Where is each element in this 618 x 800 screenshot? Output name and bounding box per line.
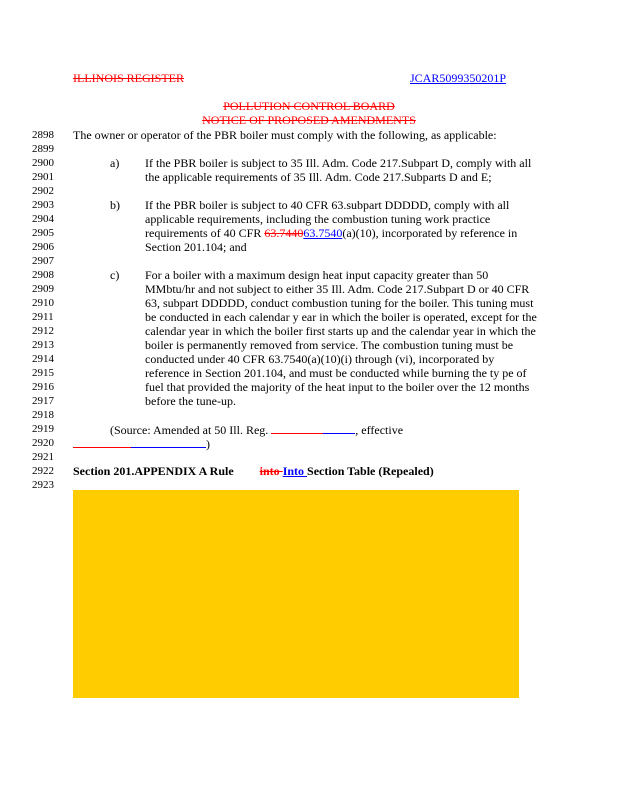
line-number: 2910 bbox=[32, 297, 54, 309]
item-c-line: before the tune-up. bbox=[145, 394, 236, 408]
deleted-word: into bbox=[259, 464, 283, 478]
line-number: 2908 bbox=[32, 269, 54, 281]
effective-date-line bbox=[73, 436, 210, 451]
item-c-line: boiler is permanently removed from service. The combustion tuning must be bbox=[145, 338, 514, 352]
line-number: 2913 bbox=[32, 339, 54, 351]
item-c-line: be conducted in each calendar y ear in which the boiler is operated, except for the bbox=[145, 310, 537, 324]
line-number: 2898 bbox=[32, 129, 54, 141]
line-number: 2905 bbox=[32, 227, 54, 239]
item-a-line: If the PBR boiler is subject to 35 Ill. Adm. Code 217.Subpart D, comply with all bbox=[145, 156, 532, 170]
section-title-rest: Section Table (Repealed) bbox=[307, 464, 434, 478]
item-b-text: (a)(10), incorporated by reference in bbox=[342, 226, 518, 240]
line-number: 2916 bbox=[32, 381, 54, 393]
item-c-line: conducted under 40 CFR 63.7540(a)(10)(i) through (vi), incorporated by bbox=[145, 352, 495, 366]
agency-title: POLLUTION CONTROL BOARD bbox=[223, 99, 395, 113]
line-number: 2923 bbox=[32, 479, 54, 491]
item-b-line: If the PBR boiler is subject to 40 CFR 63.subpart DDDDD, comply with all bbox=[145, 198, 510, 212]
item-b-line: applicable requirements, including the combustion tuning work practice bbox=[145, 212, 491, 226]
line-number: 2919 bbox=[32, 423, 54, 435]
deleted-citation: 63.7440 bbox=[264, 226, 304, 240]
register-blank-blue bbox=[323, 422, 355, 434]
line-number: 2920 bbox=[32, 437, 54, 449]
register-title: ILLINOIS REGISTER bbox=[73, 71, 184, 85]
line-number: 2917 bbox=[32, 395, 54, 407]
item-b-line: Section 201.104; and bbox=[145, 240, 247, 254]
item-b-label: b) bbox=[110, 198, 120, 212]
source-text: (Source: Amended at 50 Ill. Reg. bbox=[110, 423, 272, 437]
inserted-word: Into bbox=[282, 464, 308, 478]
line-number: 2915 bbox=[32, 367, 54, 379]
jcar-code-link[interactable]: JCAR5099350201P bbox=[410, 71, 507, 85]
line-number: 2922 bbox=[32, 465, 54, 477]
item-c-line: MMbtu/hr and not subject to either 35 Ill. Adm. Code 217.Subpart D or 40 CFR bbox=[145, 282, 530, 296]
line-number: 2904 bbox=[32, 213, 54, 225]
line-number: 2918 bbox=[32, 409, 54, 421]
line-number: 2911 bbox=[32, 311, 54, 323]
inserted-citation: 63.7540 bbox=[303, 226, 343, 240]
line-number: 2909 bbox=[32, 283, 54, 295]
source-effective: , effective bbox=[355, 423, 404, 437]
item-b-line-amended bbox=[145, 226, 517, 240]
line-number: 2901 bbox=[32, 171, 54, 183]
notice-title: NOTICE OF PROPOSED AMENDMENTS bbox=[202, 113, 416, 127]
redacted-block bbox=[73, 490, 519, 698]
line-number: 2921 bbox=[32, 451, 54, 463]
line-number: 2900 bbox=[32, 157, 54, 169]
date-blank-blue bbox=[131, 436, 206, 448]
section-heading bbox=[73, 464, 434, 478]
line-number: 2899 bbox=[32, 143, 54, 155]
item-c-line: For a boiler with a maximum design heat input capacity greater than 50 bbox=[145, 268, 489, 282]
line-number: 2902 bbox=[32, 185, 54, 197]
line-number: 2914 bbox=[32, 353, 54, 365]
item-c-line: reference in Section 201.104, and must be conducted while burning the ty pe of bbox=[145, 366, 527, 380]
line-number: 2907 bbox=[32, 255, 54, 267]
item-b-text: requirements of 40 CFR bbox=[145, 226, 265, 240]
line-number: 2903 bbox=[32, 199, 54, 211]
date-blank-red bbox=[73, 436, 131, 448]
item-a-line: the applicable requirements of 35 Ill. Adm. Code 217.Subparts D and E; bbox=[145, 170, 492, 184]
item-c-line: 63, subpart DDDDD, conduct combustion tuning for the boiler. This tuning must bbox=[145, 296, 534, 310]
item-c-line: calendar year in which the boiler first starts up and the calendar year in which the bbox=[145, 324, 536, 338]
item-c-line: fuel that provided the majority of the heat input to the boiler over the 12 months bbox=[145, 380, 530, 394]
source-close: ) bbox=[206, 437, 210, 451]
intro-text: The owner or operator of the PBR boiler must comply with the following, as applicable: bbox=[73, 128, 497, 142]
item-c-label: c) bbox=[110, 268, 120, 282]
source-note bbox=[110, 422, 403, 437]
section-title: Section 201.APPENDIX A Rule bbox=[73, 464, 234, 478]
line-number: 2906 bbox=[32, 241, 54, 253]
register-blank-red bbox=[271, 422, 323, 434]
line-number: 2912 bbox=[32, 325, 54, 337]
item-a-label: a) bbox=[110, 156, 120, 170]
